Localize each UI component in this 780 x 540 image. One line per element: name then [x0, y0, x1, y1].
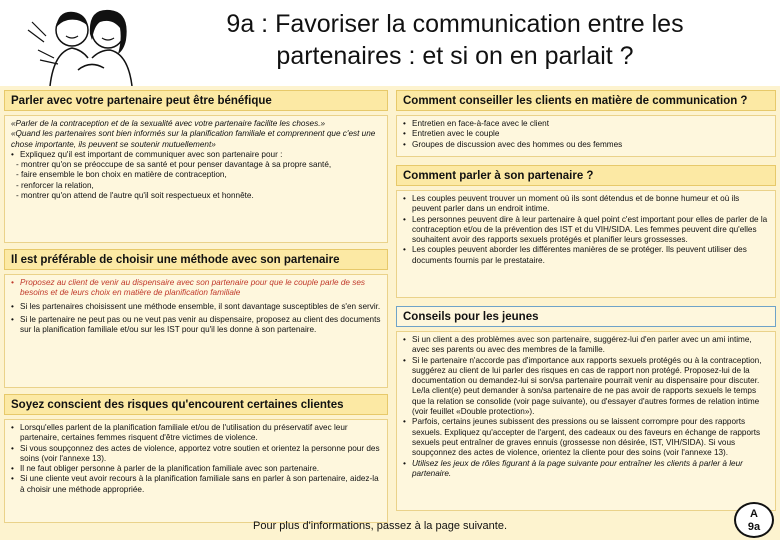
section-heading: Comment conseiller les clients en matière de communication ? — [396, 90, 776, 111]
list-item: - montrer qu'on attend de l'autre qu'il soit respectueux et honnête. — [16, 191, 254, 201]
section-heading: Soyez conscient des risques qu'encourent certaines clientes — [4, 394, 388, 415]
left-column — [4, 90, 388, 523]
section-body — [396, 331, 776, 511]
section-heading: Il est préférable de choisir une méthode avec son partenaire — [4, 249, 388, 270]
page-badge — [734, 502, 774, 538]
list-item: - renforcer la relation, — [16, 180, 94, 190]
list-item: • Si vous soupçonnez des actes de violence, apportez votre soutien et orientez la personne pour des soins (voir l'annexe 13). — [11, 444, 381, 465]
section-body — [396, 190, 776, 298]
badge-code: 9a — [747, 521, 761, 533]
list-item: • Si un client a des problèmes avec son partenaire, suggérez-lui d'en parler avec un ami intime, avec ses parents ou avec des membres de la famille. — [403, 335, 769, 356]
list-item: • Les couples peuvent trouver un moment où ils sont détendus et de bonne humeur et où ils peuvent parler dans un endroit intime. — [403, 194, 769, 215]
list-item: • Les personnes peuvent dire à leur partenaire à quel point c'est important pour elles de parler de la contraception et/ou de la prévention des IST et du VIH/SIDA. Les femmes peuvent dire qu'elles souhaitent avoir des rapports sexuels protégés et planifier leurs grossesses. — [403, 215, 769, 246]
list-item: • Entretien avec le couple — [403, 129, 769, 139]
title-line-2: partenaires : et si on en parlait ? — [276, 42, 634, 70]
quote: «Parler de la contraception et de la sexualité avec votre partenaire facilite les choses.» — [11, 119, 326, 128]
section-heading: Conseils pour les jeunes — [396, 306, 776, 327]
right-column — [396, 90, 776, 511]
section-body — [396, 115, 776, 157]
list-item: - montrer qu'on se préoccupe de sa santé et pour penser davantage à sa propre santé, — [16, 160, 332, 170]
list-item: • Si une cliente veut avoir recours à la planification familiale sans en parler à son partenaire, aidez-la à choisir une méthode appropriée. — [11, 474, 381, 495]
quote: «Quand les partenaires sont bien informés sur la planification familiale et comprennent que c'est une chose importante, ils peuvent se soutenir mutuellement» — [11, 129, 376, 149]
section-heading: Comment parler à son partenaire ? — [396, 165, 776, 186]
list-item: • Si les partenaires choisissent une méthode ensemble, il sont davantage susceptibles de s'en servir. — [11, 302, 381, 312]
list-item: • Si le partenaire n'accorde pas d'importance aux rapports sexuels protégés ou à la contraception, suggérez au client de lui parler des risques en cas de rapport non protégé. Proposez-lui de la documentation ou demandez-lui si son/sa partenaire pourrait venir au dispensaire pour discuter. Le/la client(e) peut demander à son/sa partenaire de ne pas avoir de rapports sexuels le temps que la relation se consolide (voir page suivante), ou d'essayer d'autres formes de relation intime (voir feuillet «Double protection»). — [403, 356, 769, 418]
list-item: • Lorsqu'elles parlent de la planification familiale et/ou de l'utilisation du préservatif avec leur partenaire, certaines femmes risquent d'être victimes de violence. — [11, 423, 381, 444]
list-item: • Groupes de discussion avec des hommes ou des femmes — [403, 140, 769, 150]
list-item: • Entretien en face-à-face avec le client — [403, 119, 769, 129]
section-body — [4, 274, 388, 388]
header — [0, 0, 780, 86]
list-item: • Les couples peuvent aborder les différentes manières de se protéger. Ils peuvent utiliser des documents fournis par le prestataire. — [403, 245, 769, 266]
page-title — [130, 8, 780, 72]
list-item: - faire ensemble le bon choix en matière de contraception, — [16, 170, 227, 180]
list-item: • Expliquez qu'il est important de communiquer avec son partenaire pour : — [11, 150, 381, 160]
list-item: • Proposez au client de venir au dispensaire avec son partenaire pour que le couple parle de ses besoins et de leurs choix en matière de planification familiale — [11, 278, 381, 299]
list-item: • Utilisez les jeux de rôles figurant à la page suivante pour entraîner les clients à parler à leur partenaire. — [403, 459, 769, 480]
list-item: • Il ne faut obliger personne à parler de la planification familiale avec son partenaire. — [11, 464, 381, 474]
list-item: • Si le partenaire ne peut pas ou ne veut pas venir au dispensaire, proposez au client des documents sur la planification familiale et/ou sur les IST pour qu'il les donne à son partenaire. — [11, 315, 381, 336]
footer-note: Pour plus d'informations, passez à la page suivante. — [253, 520, 508, 532]
list-item: • Parfois, certains jeunes subissent des pressions ou se laissent corrompre pour des rapports sexuels. Expliquez qu'accepter de l'argent, des cadeaux ou des faveurs en échange de rapports sexuels peut entraîner de graves ennuis (grossesse non désirée, IST, VIH/SIDA). Si vous soupçonnez des actes de violence, orientez la cliente pour des soins (voir l'annexe 13). — [403, 417, 769, 458]
section-body — [4, 419, 388, 523]
section-body — [4, 115, 388, 243]
title-line-1: 9a : Favoriser la communication entre les — [226, 10, 684, 38]
section-heading: Parler avec votre partenaire peut être bénéfique — [4, 90, 388, 111]
badge-letter: A — [750, 508, 758, 520]
